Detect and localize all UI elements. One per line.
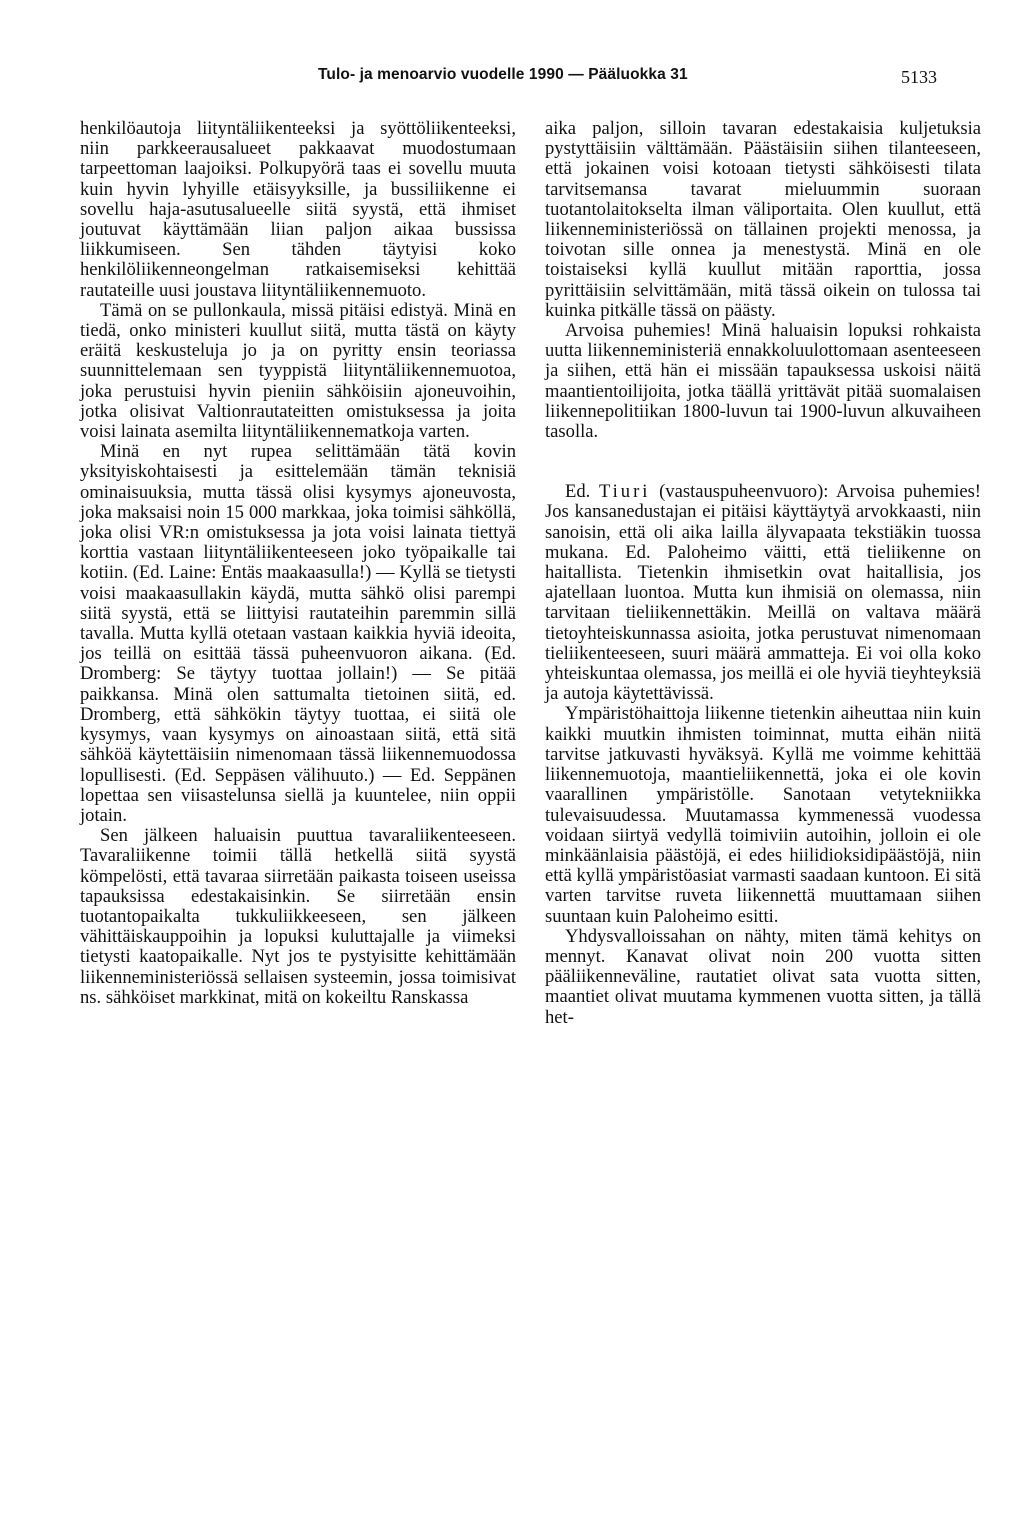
speech-text: (vastauspuheenvuoro): Arvoisa puhemies! Jos kansanedustajan ei pitäisi käyttäytyä arvokkaasti, niin sanoisin, että oli aika lailla älyvapaata tekstiäkin tuossa mukana. Ed. Paloheimo väitti, että tieliikenne on haitallista. Tietenkin ihmisetkin ovat haitallisia, jos ajatellaan luontoa. Mutta kun ihmisiä on olemassa, niin tarvitaan tieliikennettäkin. Meillä on valtava määrä tietoyhteiskunnassa asioita, jotka perustuvat nimenomaan tieliikenteeseen, suuri määrä ammatteja. Ei voi olla koko yhteiskuntaa olemassa, jos meillä ei ole hyviä tieyhteyksiä ja autoja käytettävissä. <box>545 481 981 705</box>
paragraph: Sen jälkeen haluaisin puuttua tavaraliikenteeseen. Tavaraliikenne toimii tällä hetkellä siitä syystä kömpelösti, että tavaraa siirretään paikasta toiseen useissa tapauksissa edestakaisinkin. Se siirretään ensin tuotantopaikalta tukkuliikkeeseen, sen jälkeen vähittäiskauppoihin ja lopuksi kuluttajalle ja viimeksi tietysti kaatopaikalle. Nyt jos te pystyisitte kehittämään liikenneministeriössä sellaisen systeemin, jossa toimisivat ns. sähköiset markkinat, mitä on kokeiltu Ranskassa <box>80 825 516 1008</box>
paragraph: Arvoisa puhemies! Minä haluaisin lopuksi rohkaista uutta liikenneministeriä ennakkoluulottomaan asenteeseen ja siihen, että hän ei missään tapauksessa uskoisi näitä maantientoilijoita, jotka täällä yrittävät pitää suomalaisen liikennepolitiikan 1800-luvun tai 1900-luvun alkuvaiheen tasolla. <box>545 320 981 443</box>
running-title: Tulo- ja menoarvio vuodelle 1990 — Pääluokka 31 <box>318 66 688 83</box>
section-gap <box>545 442 981 482</box>
page-header <box>0 66 1024 96</box>
paragraph: henkilöautoja liityntäliikenteeksi ja syöttöliikenteeksi, niin parkkeerausalueet pakkaavat muodostumaan tarpeettoman laajoiksi. Polkupyörä taas ei sovellu muuta kuin hyvin lyhyille etäisyyksille, ja bussiliikenne ei sovellu haja-asutusalueelle siitä syystä, että ihmiset joutuvat käyttämään liian paljon aikaa bussissa liikkumiseen. Sen tähden täytyisi koko henkilöliikenneongelman ratkaisemiseksi kehittää rautateille uusi joustava liityntäliikennemuoto. <box>80 118 516 301</box>
ed-prefix: Ed. <box>565 481 599 503</box>
page-number: 5133 <box>901 67 937 87</box>
paragraph: Minä en nyt rupea selittämään tätä kovin yksityiskohtaisesti ja esittelemään tämän teknisiä ominaisuuksia, mutta tässä olisi kysymys ajoneuvosta, joka maksaisi noin 15 000 markkaa, joka toimisi sähköllä, joka olisi VR:n omistuksessa ja jota voisi lainata tiettyä korttia vastaan liityntäliikenteeseen joko työpaikalle tai kotiin. (Ed. Laine: Entäs maakaasulla!) — Kyllä se tietysti voisi maakaasullakin käydä, mutta sähkö olisi parempi siitä syystä, että se liittyisi rautateihin paremmin sillä tavalla. Mutta kyllä otetaan vastaan kaikkia hyviä ideoita, jos teillä on esittää tässä puheenvuoron aikana. (Ed. Dromberg: Se täytyy tuottaa jollain!) — Se pitää paikkansa. Minä olen sattumalta tietoinen siitä, ed. Dromberg, että sähkökin täytyy tuottaa, ei siitä ole kysymys, vaan kysymys on ainoastaan siitä, että sitä sähköä käytettäisiin nimenomaan tässä liikennemuodossa lopullisesti. (Ed. Seppäsen välihuuto.) — Ed. Seppänen lopettaa sen viisastelunsa siellä ja kuuntelee, niin oppii jotain. <box>80 441 516 826</box>
right-column <box>545 119 981 1028</box>
paragraph: Ympäristöhaittoja liikenne tietenkin aiheuttaa niin kuin kaikki muutkin ihmisten toiminnat, mutta eihän niitä tarvitse jatkuvasti hyväksyä. Kyllä me voimme kehittää liikennemuotoja, maantieliikennettä, joka ei ole kovin vaarallinen ympäristölle. Sanotaan vetytekniikka tulevaisuudessa. Muutamassa kymmenessä vuodessa voidaan siirtyä vedyllä toimiviin autoihin, jolloin ei ole minkäänlaisia päästöjä, ei edes hiilidioksidipäästöjä, niin että kyllä ympäristöasiat varmasti saadaan kuntoon. Ei sitä varten tarvitse ruveta liikennettä muuttamaan siihen suuntaan kuin Paloheimo esitti. <box>545 703 981 927</box>
speaker-name: Tiuri <box>598 481 651 503</box>
paragraph: Yhdysvalloissahan on nähty, miten tämä kehitys on mennyt. Kanavat olivat noin 200 vuotta sitten pääliikenneväline, rautatiet olivat sata vuotta sitten, maantiet olivat muutama kymmenen vuotta sitten, ja tällä het- <box>545 925 981 1028</box>
paragraph: aika paljon, silloin tavaran edestakaisia kuljetuksia pystyttäisiin välttämään. Päästäisiin siihen tilanteeseen, että jokainen voisi kotoaan tietysti sähköisesti tilata tarvitsemansa tavarat mieluummin suoraan tuotantolaitokselta ilman väliportaita. Olen kuullut, että liikenneministeriössä on tällainen projekti menossa, ja toivotan sille onnea ja menestystä. Minä en ole toistaiseksi kyllä kuullut mitään raporttia, jossa pyrittäisiin selvittämään, mitä tässä oikein on tulossa tai kuinka pitkälle tässä on päästy. <box>545 118 981 321</box>
paragraph: Tämä on se pullonkaula, missä pitäisi edistyä. Minä en tiedä, onko ministeri kuullut siitä, mutta tästä on käyty eräitä keskusteluja jo ja on pyritty ensin teoriassa suunnittelemaan sen tyyppistä liityntäliikennemuotoa, joka perustuisi hyvin pieniin sähköisiin ajoneuvoihin, jotka olisivat Valtionrautateitten omistuksessa ja joita voisi lainata asemilta liityntäliikennematkoja varten. <box>80 299 516 443</box>
left-column <box>80 119 516 1008</box>
speech-paragraph <box>545 482 981 704</box>
